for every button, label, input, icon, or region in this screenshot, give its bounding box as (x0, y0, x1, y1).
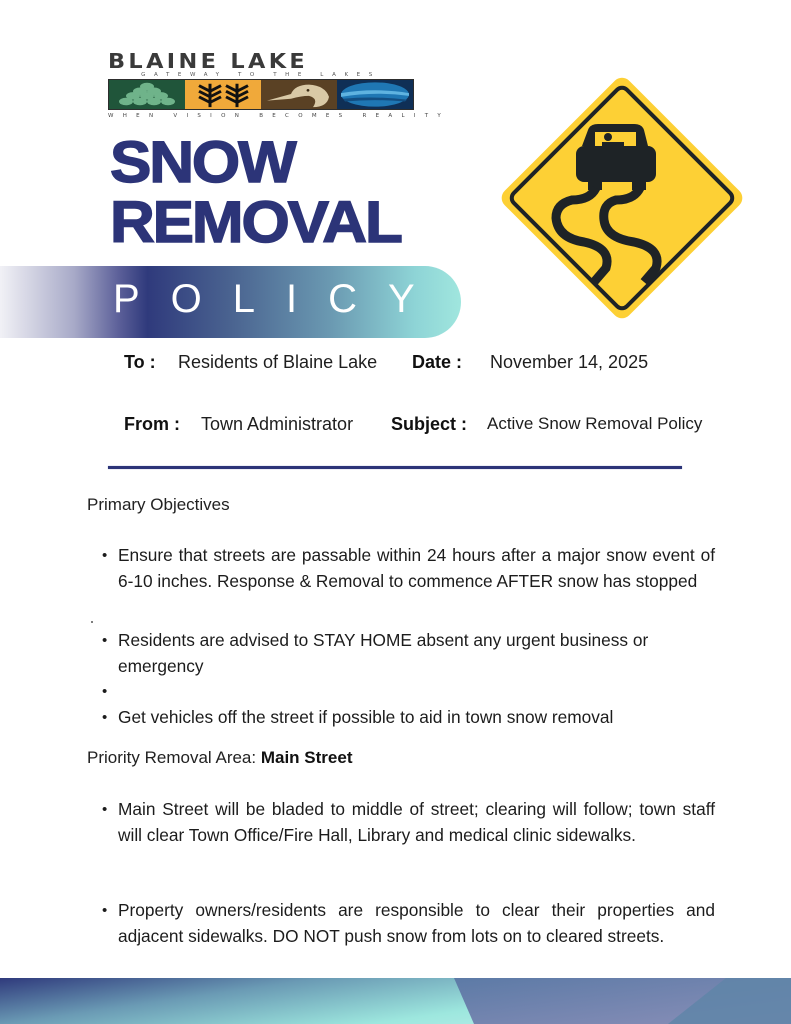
to-value: Residents of Blaine Lake (178, 352, 378, 372)
priority-area-value: Main Street (260, 748, 353, 767)
to-label: To : (124, 352, 156, 372)
from-label: From : (124, 414, 180, 434)
wheat-icon (185, 80, 261, 109)
title-line-snow: SNOW (110, 130, 295, 195)
policy-subtitle: POLICY (113, 277, 446, 321)
list-item: • Main Street will be bladed to middle of street; clearing will follow; town staff will clear Town Office/Fire Hall, Library and medical clinic sidewalks. (100, 797, 715, 848)
list-item: • Get vehicles off the street if possible to aid in town snow removal (100, 705, 715, 731)
priority-area-list-2 (100, 898, 715, 949)
list-item: • Residents are advised to STAY HOME absent any urgent business or emergency (100, 628, 715, 679)
list-item-empty (100, 679, 715, 705)
subject-label: Subject : (391, 414, 468, 434)
priority-area-list (100, 797, 715, 848)
logo-tagline: GATEWAY TO THE LAKES (141, 72, 381, 78)
page-title (110, 130, 401, 255)
title-line-removal: REMOVAL (110, 190, 401, 255)
blaine-lake-logo (108, 49, 451, 121)
priority-area-label: Priority Removal Area: (87, 748, 261, 767)
header-divider (108, 466, 682, 469)
primary-objectives-list (100, 543, 715, 594)
section-heading-primary-objectives: Primary Objectives (87, 495, 230, 514)
lake-icon (337, 80, 413, 109)
date-label: Date : (412, 352, 463, 372)
list-item: • Property owners/residents are responsible to clear their properties and adjacent sidewalks. DO NOT push snow from lots on to cleared streets. (100, 898, 715, 949)
list-item: • Ensure that streets are passable within 24 hours after a major snow event of 6-10 inches. Response & Removal to commence AFTER snow has stopped (100, 543, 715, 594)
slippery-road-sign-icon (494, 70, 750, 326)
stray-dot (91, 621, 93, 623)
from-value: Town Administrator (201, 414, 354, 434)
section-heading-priority-area (87, 748, 352, 768)
logo-motto: WHEN VISION BECOMES REALITY (108, 113, 451, 119)
subject-value: Active Snow Removal Policy (487, 414, 703, 433)
loon-icon (261, 80, 337, 109)
pine-tree-icon (109, 80, 185, 109)
date-value: November 14, 2025 (490, 352, 649, 372)
primary-objectives-list-2 (100, 628, 715, 730)
logo-tiles (108, 79, 414, 110)
logo-title: BLAINE LAKE (108, 49, 309, 73)
footer-gradient-band (0, 978, 791, 1024)
